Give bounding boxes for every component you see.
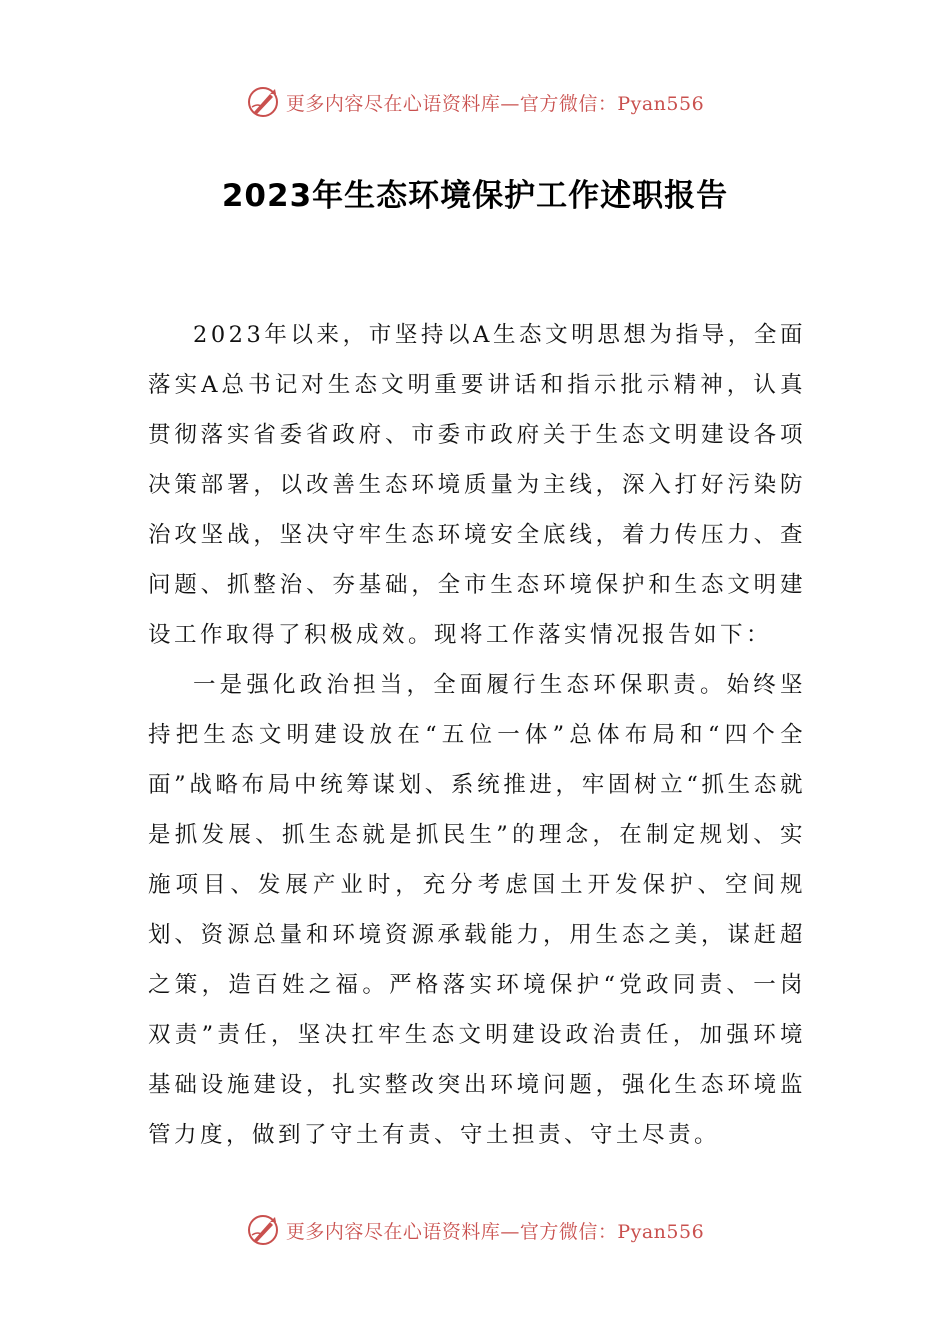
- watermark-text: 更多内容尽在心语资料库—官方微信：Pyan556: [285, 92, 705, 115]
- quill-pen-logo-icon: [246, 85, 280, 119]
- footer-watermark: [0, 1210, 950, 1250]
- document-body: [148, 310, 806, 1160]
- paragraph: 2023年以来，市坚持以A生态文明思想为指导，全面落实A总书记对生态文明重要讲话和指示批示精神，认真贯彻落实省委省政府、市委市政府关于生态文明建设各项决策部署，以改善生态环境质量为主线，深入打好污染防治攻坚战，坚决守牢生态环境安全底线，着力传压力、查问题、抓整治、夯基础，全市生态环境保护和生态文明建设工作取得了积极成效。现将工作落实情况报告如下：: [148, 322, 806, 648]
- document-title: 2023年生态环境保护工作述职报告: [221, 178, 729, 214]
- header-watermark: [0, 82, 950, 122]
- watermark-text: 更多内容尽在心语资料库—官方微信：Pyan556: [285, 1220, 705, 1243]
- paragraph: 一是强化政治担当，全面履行生态环保职责。始终坚持把生态文明建设放在“五位一体”总体布局和“四个全面”战略布局中统筹谋划、系统推进，牢固树立“抓生态就是抓发展、抓生态就是抓民生”的理念，在制定规划、实施项目、发展产业时，充分考虑国土开发保护、空间规划、资源总量和环境资源承载能力，用生态之美，谋赶超之策，造百姓之福。严格落实环境保护“党政同责、一岗双责”责任，坚决扛牢生态文明建设政治责任，加强环境基础设施建设，扎实整改突出环境问题，强化生态环境监管力度，做到了守土有责、守土担责、守土尽责。: [148, 672, 806, 1148]
- quill-pen-logo-icon: [246, 1213, 280, 1247]
